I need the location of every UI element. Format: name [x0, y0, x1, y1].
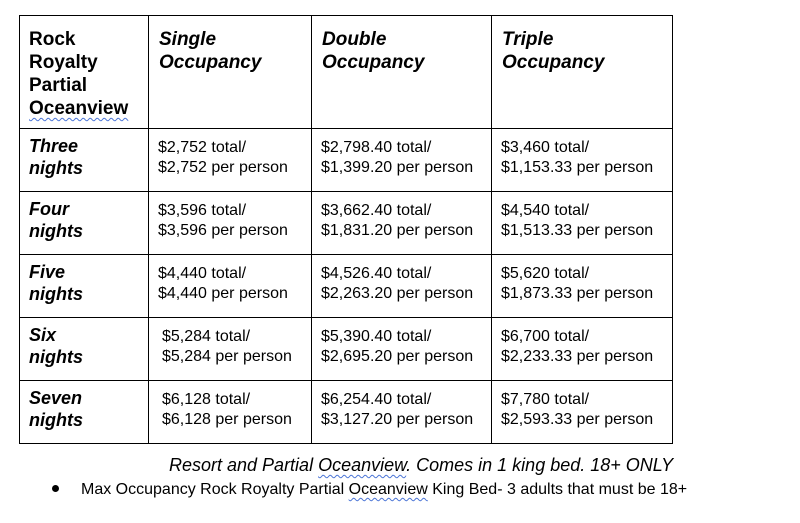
- resort-note: Resort and Partial Oceanview. Comes in 1 king bed. 18+ ONLY: [169, 455, 674, 475]
- price-cell: $5,390.40 total/ $2,695.20 per person: [312, 318, 492, 381]
- column-header-double: Double Occupancy: [312, 16, 492, 129]
- table-row: [20, 129, 673, 192]
- price-cell: $6,254.40 total/ $3,127.20 per person: [312, 381, 492, 444]
- price-cell: $3,596 total/ $3,596 per person: [149, 192, 312, 255]
- table-row: [20, 255, 673, 318]
- corner-cell: [20, 16, 149, 129]
- row-label: Seven nights: [20, 381, 149, 444]
- rate-table: [19, 15, 673, 444]
- row-label: Three nights: [20, 129, 149, 192]
- price-cell: $4,526.40 total/ $2,263.20 per person: [312, 255, 492, 318]
- column-header-single: Single Occupancy: [149, 16, 312, 129]
- table-row: [20, 381, 673, 444]
- price-cell: $3,662.40 total/ $1,831.20 per person: [312, 192, 492, 255]
- price-cell: $7,780 total/ $2,593.33 per person: [492, 381, 673, 444]
- row-label: Four nights: [20, 192, 149, 255]
- row-label: Six nights: [20, 318, 149, 381]
- bullet-icon: [52, 485, 59, 492]
- header-row: [20, 16, 673, 129]
- price-cell: $3,460 total/ $1,153.33 per person: [492, 129, 673, 192]
- price-cell: $6,128 total/ $6,128 per person: [149, 381, 312, 444]
- price-cell: $5,284 total/ $5,284 per person: [149, 318, 312, 381]
- table-row: [20, 318, 673, 381]
- occupancy-bullet: Max Occupancy Rock Royalty Partial Oceanview King Bed- 3 adults that must be 18+: [52, 480, 687, 500]
- price-cell: $2,752 total/ $2,752 per person: [149, 129, 312, 192]
- price-cell: $4,440 total/ $4,440 per person: [149, 255, 312, 318]
- price-cell: $5,620 total/ $1,873.33 per person: [492, 255, 673, 318]
- price-cell: $2,798.40 total/ $1,399.20 per person: [312, 129, 492, 192]
- price-cell: $6,700 total/ $2,233.33 per person: [492, 318, 673, 381]
- row-label: Five nights: [20, 255, 149, 318]
- column-header-triple: Triple Occupancy: [492, 16, 673, 129]
- table-title: Rock Royalty Partial Oceanview: [29, 29, 129, 119]
- table-row: [20, 192, 673, 255]
- price-cell: $4,540 total/ $1,513.33 per person: [492, 192, 673, 255]
